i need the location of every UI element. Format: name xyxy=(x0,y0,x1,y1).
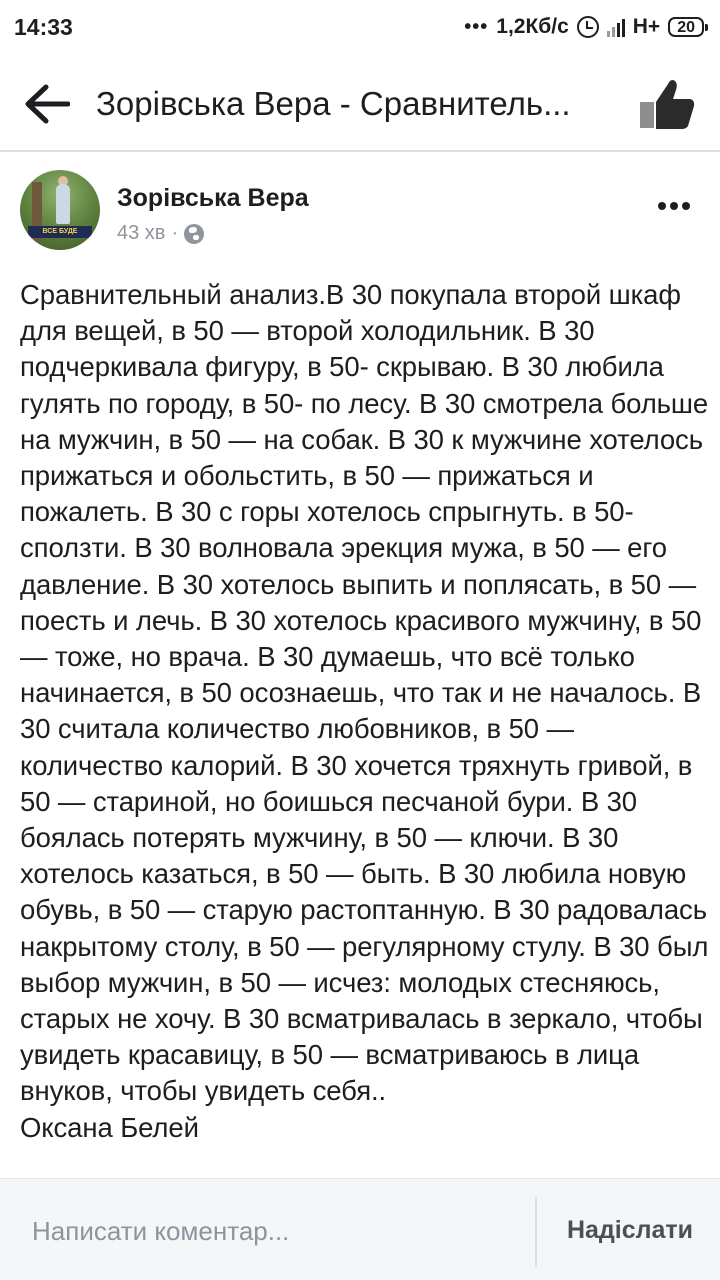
back-arrow-icon[interactable] xyxy=(24,84,70,124)
author-name[interactable]: Зорівська Вера xyxy=(117,184,309,212)
meta-separator: · xyxy=(171,222,179,244)
status-bar xyxy=(0,0,720,54)
app-bar xyxy=(0,54,720,152)
network-type: H+ xyxy=(632,15,661,38)
globe-icon xyxy=(184,224,204,244)
comment-bar xyxy=(0,1178,720,1280)
more-options-icon[interactable] xyxy=(658,202,690,210)
signal-icon xyxy=(607,17,625,37)
battery-icon: 20 xyxy=(668,17,704,37)
alarm-icon xyxy=(577,16,599,38)
comment-input[interactable] xyxy=(32,1211,512,1251)
notification-dots: ••• xyxy=(464,15,489,38)
page-title: Зорівська Вера - Сравнитель... xyxy=(96,85,571,122)
comment-divider xyxy=(535,1197,537,1267)
post-text: Сравнительный анализ.В 30 покупала второй шкаф для вещей, в 50 — второй холодильник. В 30 подчеркивала фигуру, в 50- скрываю. В 30 любила гулять по городу, в 50- по лесу. В 30 смотрела больше на мужчин, в 50 — на собак. В 30 к мужчине хотелось прижаться и обольстить, в 50 — прижаться и пожалеть. В 30 с горы хотелось спрыгнуть. в 50- сползти. В 30 волновала эрекция мужа, в 50 — его давление. В 30 хотелось выпить и поплясать, в 50 — поесть и лечь. В 30 хотелось красивого мужчину, в 50 — тоже, но врача. В 30 думаешь, что всё только начинается, в 50 осознаешь, что так и не началось. В 30 считала количество любовников, в 50 — количество калорий. В 30 хочется тряхнуть гривой, в 50 — стариной, но боишься песчаной бури. В 30 боялась потерять мужчину, в 50 — ключи. В 30 хотелось казаться, в 50 — быть. В 30 любила новую обувь, в 50 — старую растоптанную. В 30 радовалась накрытому столу, в 50 — регулярному стулу. В 30 был выбор мужчин, в 50 — исчез: молодых стесняюсь, старых не хочу. В 30 всматривалась в зеркало, чтобы увидеть красавицу, в 50 — всматриваюсь в лица внуков, чтобы увидеть себя.. Оксана Белей xyxy=(20,279,709,1143)
post-time[interactable]: 43 хв xyxy=(117,222,166,244)
status-time: 14:33 xyxy=(14,13,73,40)
avatar-banner: ВСЕ БУДЕ xyxy=(28,226,92,238)
network-speed: 1,2Кб/с xyxy=(496,15,569,38)
status-indicators xyxy=(464,15,704,39)
post-header xyxy=(0,170,720,256)
avatar[interactable] xyxy=(20,170,100,250)
post-meta xyxy=(117,222,204,245)
thumbs-up-icon[interactable] xyxy=(636,76,696,132)
send-button[interactable]: Надіслати xyxy=(552,1205,708,1255)
